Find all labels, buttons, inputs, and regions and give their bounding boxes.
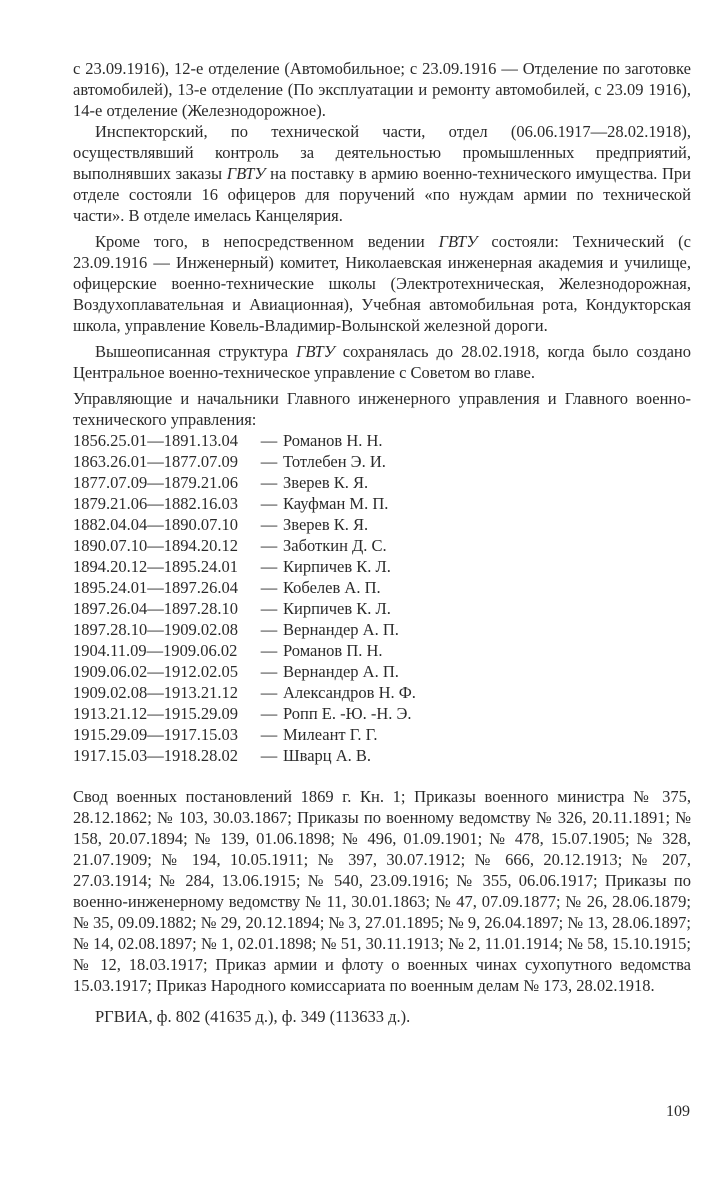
page-body [73,58,691,1027]
term-dates: 1909.02.08—1913.21.12 [73,683,238,702]
list-item [73,598,691,619]
sources-paragraph: Свод военных постановлений 1869 г. Кн. 1; Приказы военного министра № 375, 28.12.1862; № 103, 30.03.1867; Приказы по военному ведомству № 326, 20.11.1891; № 158, 20.07.1894; № 139, 01.06.1898; № 496, 01.09.1901; № 478, 15.07.1905; № 328, 21.07.1909; № 194, 10.05.1911; № 397, 30.07.1912; № 666, 20.12.1913; № 207, 27.03.1914; № 284, 13.06.1915; № 540, 23.09.1916; № 355, 06.06.1917; Приказы по военно-инженерному ведомству № 11, 30.01.1863; № 47, 07.09.1877; № 26, 28.06.1879; № 35, 09.09.1882; № 29, 20.12.1894; № 3, 27.01.1895; № 9, 26.04.1897; № 13, 28.06.1897; № 14, 02.08.1897; № 1, 02.01.1898; № 51, 30.11.1913; № 2, 11.01.1914; № 58, 15.10.1915; № 12, 18.03.1917; Приказ армии и флоту о военных чинах сухопутного ведомства 15.03.1917; Приказ Народного комиссариата по военным делам № 173, 28.02.1918. [73,787,691,995]
head-name: Кауфман М. П. [283,494,389,513]
term-dates: 1913.21.12—1915.29.09 [73,704,238,723]
dash-separator: — [260,683,278,702]
paragraph-heads-intro: Управляющие и начальники Главного инженерного управления и Главного военно-технического управления: [73,389,691,429]
term-dates: 1904.11.09—1909.06.02 [73,641,238,660]
list-item [73,472,691,493]
term-dates: 1915.29.09—1917.15.03 [73,725,238,744]
dash-separator: — [260,452,278,471]
term-dates: 1897.28.10—1909.02.08 [73,620,238,639]
head-name: Заботкин Д. С. [283,536,387,555]
head-name: Ропп Е. -Ю. -Н. Э. [283,704,412,723]
dash-separator: — [260,494,278,513]
list-item [73,493,691,514]
dash-separator: — [260,704,278,723]
term-dates: 1863.26.01—1877.07.09 [73,452,238,471]
term-dates: 1890.07.10—1894.20.12 [73,536,238,555]
list-item [73,661,691,682]
list-item [73,535,691,556]
head-name: Кобелев А. П. [283,578,381,597]
term-dates: 1897.26.04—1897.28.10 [73,599,238,618]
paragraph-subordinate: Кроме того, в непосредственном ведении ГВТУ состояли: Технический (с 23.09.1916 — Инженерный) комитет, Николаевская инженерная академия и училище, офицерские военно-технические школы (Электротехническая, Железнодорожная, Воздухоплавательная и Авиационная), Учебная автомобильная рота, Кондукторская школа, управление Ковель-Владимир-Волынской железной дороги. [73,232,691,335]
heads-list [73,430,691,766]
list-item [73,430,691,451]
list-item [73,556,691,577]
term-dates: 1879.21.06—1882.16.03 [73,494,238,513]
head-name: Кирпичев К. Л. [283,599,391,618]
dash-separator: — [260,725,278,744]
list-item [73,514,691,535]
archive-reference: РГВИА, ф. 802 (41635 д.), ф. 349 (113633 д.). [95,1007,411,1026]
head-name: Романов П. Н. [283,641,383,660]
head-name: Вернандер А. П. [283,662,399,681]
head-name: Зверев К. Я. [283,515,369,534]
paragraph-departments: с 23.09.1916), 12-е отделение (Автомобильное; с 23.09.1916 — Отделение по заготовке автомобилей), 13-е отделение (По эксплуатации и ремонту автомобилей, с 23.09 1916), 14-е отделение (Железнодорожное). [73,59,691,120]
term-dates: 1909.06.02—1912.02.05 [73,662,238,681]
term-dates: 1877.07.09—1879.21.06 [73,473,238,492]
paragraph-inspection-dept: Инспекторский, по технической части, отдел (06.06.1917—28.02.1918), осуществлявший контроль за деятельностью промышленных предприятий, выполнявших заказы ГВТУ на поставку в армию военно-технического имущества. При отделе состояли 16 офицеров для поручений «по нуждам армии по технической части». В отделе имелась Канцелярия. [73,122,691,225]
head-name: Милеант Г. Г. [283,725,378,744]
head-name: Зверев К. Я. [283,473,369,492]
dash-separator: — [260,599,278,618]
term-dates: 1856.25.01—1891.13.04 [73,431,238,450]
page-number: 109 [666,1103,690,1120]
head-name: Тотлебен Э. И. [283,452,386,471]
head-name: Романов Н. Н. [283,431,383,450]
term-dates: 1895.24.01—1897.26.04 [73,578,238,597]
list-item [73,703,691,724]
list-item [73,577,691,598]
dash-separator: — [260,641,278,660]
head-name: Александров Н. Ф. [283,683,416,702]
dash-separator: — [260,431,278,450]
list-item [73,640,691,661]
list-item [73,619,691,640]
head-name: Кирпичев К. Л. [283,557,391,576]
term-dates: 1882.04.04—1890.07.10 [73,515,238,534]
dash-separator: — [260,620,278,639]
dash-separator: — [260,473,278,492]
list-item [73,724,691,745]
list-item [73,745,691,766]
head-name: Вернандер А. П. [283,620,399,639]
dash-separator: — [260,578,278,597]
list-item [73,682,691,703]
term-dates: 1894.20.12—1895.24.01 [73,557,238,576]
head-name: Шварц А. В. [283,746,372,765]
dash-separator: — [260,536,278,555]
dash-separator: — [260,662,278,681]
list-item [73,451,691,472]
dash-separator: — [260,515,278,534]
term-dates: 1917.15.03—1918.28.02 [73,746,238,765]
dash-separator: — [260,746,278,765]
dash-separator: — [260,557,278,576]
paragraph-structure: Вышеописанная структура ГВТУ сохранялась до 28.02.1918, когда было создано Центральное военно-техническое управление с Советом во главе. [73,342,692,382]
